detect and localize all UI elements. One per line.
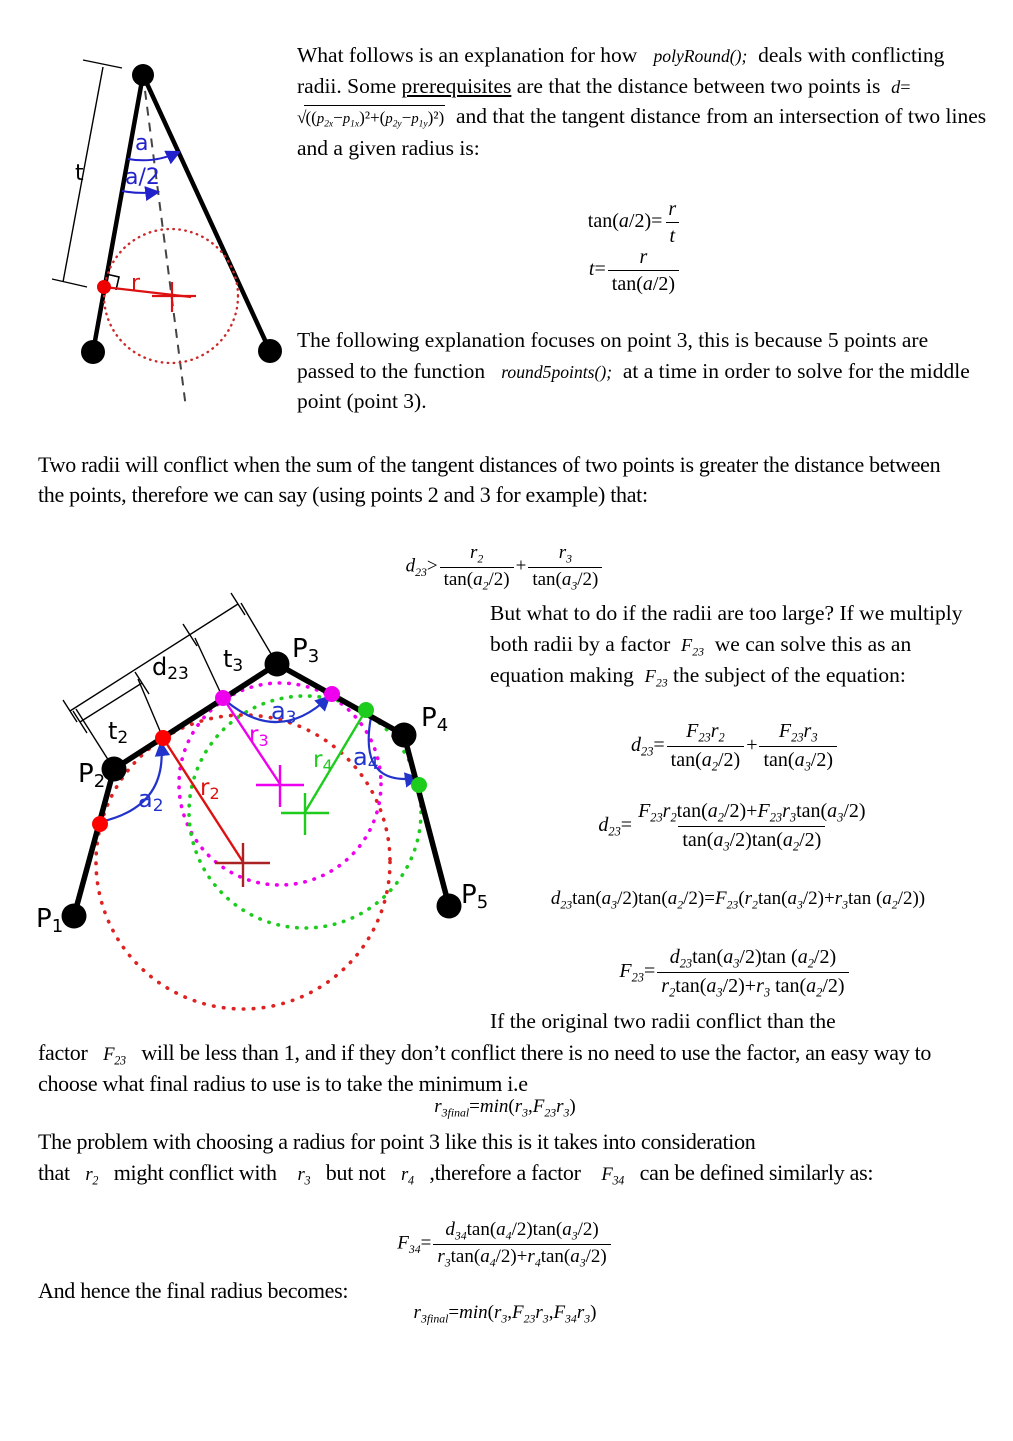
p5-label: P5 — [461, 880, 489, 913]
tangent-point-dot — [97, 280, 111, 294]
r2-radius-and-cross — [163, 738, 270, 887]
p1-label: P1 — [36, 904, 64, 937]
factor-paragraph: But what to do if the radii are too large? If we multiply both radii by a factor $F_{23}$ we can solve this as an equation making $F_{23}$ the subject of the equation: — [490, 601, 968, 690]
final-radius-line: And hence the final radius becomes: — [38, 1278, 349, 1303]
d23-label: d23 — [152, 653, 189, 684]
polyline-radii-diagram — [30, 589, 495, 1040]
r-label: r — [131, 271, 141, 296]
t3-label: t3 — [223, 645, 244, 676]
problem-paragraph: that $r_2$ might conflict with $r_3$ but not $r_4$ ,therefore a factor $F_{34}$ can be defined similarly as: — [38, 1160, 874, 1188]
equation-t: t= $\frac{r}{\tan(a/2)}$ — [420, 244, 850, 297]
corner-lines — [93, 75, 270, 352]
equation-linear-form: $d_{23}\tan(a_3/2)\tan(a_2/2)=F_{23}(r_2\tan(a_3/2)+r_3\tan$ $(a_2/2)$) — [550, 888, 926, 912]
conflict-paragraph: Two radii will conflict when the sum of the tangent distances of two points is greater the distance between the points, therefore we can say (using points 2 and 3 for example) that: — [38, 452, 946, 508]
vertex-dots — [62, 652, 462, 929]
equation-F23: $F_{23}=$ $\frac{d_{23}\tan(a_3/2)\tan (a_2/2)}{r_2\tan(a_3/2)+r_3 \tan(a_2/2)}$ — [490, 944, 980, 1001]
p4-label: P4 — [421, 703, 449, 736]
equation-d23-with-factor: $d_{23}=$ $\frac{F_{23}r_2}{\tan(a_2/2)}$ + $\frac{F_{23}r_3}{\tan(a_3/2)}$ — [490, 718, 980, 775]
equation-F34: $F_{34}=$ $\frac{d_{34}\tan(a_4/2)\tan(a_3/2)}{r_3\tan(a_4/2)+r_4\tan(a_3/2)}$ — [40, 1218, 970, 1271]
polyline-p1-p5 — [74, 664, 449, 916]
if-conflict-line: If the original two radii conflict than the — [490, 1009, 836, 1033]
angle-tangent-diagram — [43, 50, 305, 425]
radius-line-and-center-cross — [104, 282, 196, 312]
r4-label: r4 — [313, 747, 333, 775]
problem-paragraph-lead: The problem with choosing a radius for point 3 like this is it takes into consideration — [38, 1129, 756, 1154]
intro-paragraph: What follows is an explanation for how polyRound(); deals with conflicting radii. Some prerequisites are that the distance between two points is $d=√((p_{2x}-p_{1x})^2+(p_{2y}-p_{1y})^2)$ and that the tangent distance from an intersection of two lines and a given radius is: — [297, 43, 992, 160]
equation-d23-inequality: $d_{23}>$ $\frac{r_2}{\tan(a_2/2)}$ + $\frac{r_3}{\tan(a_3/2)}$ — [40, 541, 970, 594]
equation-r3final-min2: $r_{3final}=\min(r_3,F_{23}r_3)$ — [434, 1096, 576, 1120]
vertex-dots — [81, 64, 282, 364]
r2-label: r2 — [200, 775, 220, 803]
angle-a-label: a — [135, 131, 149, 156]
t2-label: t2 — [108, 717, 129, 748]
r3-label: r3 — [249, 722, 269, 750]
t-label: t — [75, 161, 84, 186]
angle-a-half-label: a/2 — [125, 165, 160, 190]
a2-label: a2 — [138, 785, 164, 816]
p3-label: P3 — [292, 634, 320, 667]
focus-paragraph: The following explanation focuses on point 3, this is because 5 points are passed to the function round5points(); at a time in order to solve for the middle point (point 3). — [297, 328, 976, 414]
factor-less-than-one-paragraph: factor $F_{23}$ will be less than 1, and if they don’t conflict there is no need to use the factor, an easy way to choose what final radius to use is to take the minimum i.e — [38, 1040, 937, 1097]
equation-d23-combined: $d_{23}=$ $\frac{F_{23}r_2\tan(a_2/2)+F_{23}r_3\tan(a_3/2)}{\tan(a_3/2)\tan(a_2/2)}$ — [598, 800, 866, 854]
a4-label: a4 — [353, 743, 379, 774]
equation-r3final-min3: $r_{3final}=\min(r_3,F_{23}r_3,F_{34}r_3)$ — [413, 1302, 597, 1326]
a3-label: a3 — [271, 697, 297, 728]
p2-label: P2 — [78, 759, 106, 792]
equation-tan: tan(a/2)= $\frac{r}{t}$ — [420, 196, 850, 249]
